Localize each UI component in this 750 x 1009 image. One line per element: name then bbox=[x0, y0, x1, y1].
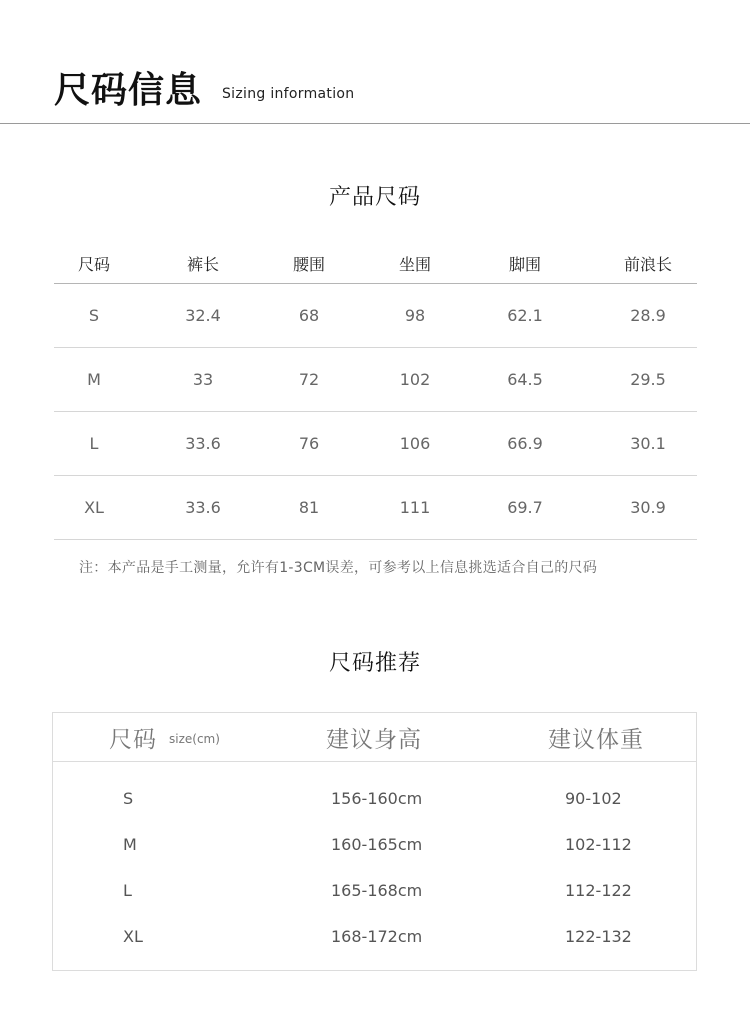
table-cell: 66.9 bbox=[507, 434, 543, 453]
table-cell: 64.5 bbox=[507, 370, 543, 389]
table-cell: XL bbox=[123, 926, 143, 946]
table-cell: 28.9 bbox=[630, 306, 666, 325]
column-header: 裤长 bbox=[186, 254, 219, 274]
column-header: 建议体重 bbox=[548, 726, 644, 753]
table-row bbox=[54, 476, 697, 540]
size-recommendation-table bbox=[52, 712, 697, 971]
product-size-title: 产品尺码 bbox=[328, 185, 421, 210]
column-header: 前浪长 bbox=[623, 254, 672, 274]
table-cell: M bbox=[87, 370, 101, 389]
table-row bbox=[54, 284, 697, 348]
page-subtitle: Sizing information bbox=[222, 86, 355, 102]
column-header: 坐围 bbox=[398, 254, 431, 274]
table-row bbox=[53, 875, 696, 905]
table-cell: 33 bbox=[192, 370, 214, 389]
table-cell: 112-122 bbox=[565, 880, 632, 900]
unit-label: size(cm) bbox=[169, 732, 220, 746]
table-header-row bbox=[54, 243, 697, 284]
table-cell: 33.6 bbox=[185, 498, 221, 517]
table-cell: 32.4 bbox=[185, 306, 221, 325]
table-cell: 111 bbox=[399, 498, 431, 517]
table-row bbox=[53, 921, 696, 951]
column-header-label: 尺码 bbox=[109, 726, 157, 753]
table-cell: 29.5 bbox=[630, 370, 666, 389]
table-row bbox=[54, 412, 697, 476]
table-row bbox=[54, 348, 697, 412]
table-cell: 160-165cm bbox=[331, 834, 423, 854]
table-cell: S bbox=[123, 788, 134, 808]
table-cell: 156-160cm bbox=[331, 788, 423, 808]
table-cell: L bbox=[89, 434, 99, 453]
table-cell: 62.1 bbox=[507, 306, 543, 325]
table-cell: 98 bbox=[404, 306, 426, 325]
table-cell: 33.6 bbox=[185, 434, 221, 453]
column-header: 建议身高 bbox=[326, 726, 422, 753]
table-cell: 68 bbox=[298, 306, 320, 325]
page-title: 尺码信息 bbox=[54, 70, 203, 111]
page-header bbox=[0, 0, 750, 124]
column-header: 腰围 bbox=[292, 254, 325, 274]
column-header: 尺码 bbox=[77, 254, 110, 274]
measurement-note: 注：本产品是手工测量，允许有1-3CM误差，可参考以上信息挑选适合自己的尺码 bbox=[79, 560, 598, 576]
product-size-table bbox=[54, 243, 697, 540]
table-cell: 165-168cm bbox=[331, 880, 423, 900]
size-recommendation-title: 尺码推荐 bbox=[328, 651, 421, 676]
table-cell: S bbox=[88, 306, 100, 325]
table-cell: XL bbox=[84, 498, 104, 517]
column-header: 脚围 bbox=[508, 254, 541, 274]
table-cell: 102 bbox=[399, 370, 431, 389]
table-cell: L bbox=[123, 880, 132, 900]
table-cell: 69.7 bbox=[507, 498, 543, 517]
table-cell: 168-172cm bbox=[331, 926, 423, 946]
table-cell: 102-112 bbox=[565, 834, 632, 854]
table-cell: M bbox=[123, 834, 137, 854]
table-cell: 72 bbox=[298, 370, 320, 389]
table-cell: 90-102 bbox=[565, 788, 622, 808]
table-cell: 76 bbox=[298, 434, 320, 453]
table-cell: 30.9 bbox=[630, 498, 666, 517]
table-cell: 30.1 bbox=[630, 434, 666, 453]
table-header-row bbox=[53, 713, 696, 762]
table-cell: 106 bbox=[399, 434, 431, 453]
column-header bbox=[109, 713, 220, 761]
table-cell: 81 bbox=[298, 498, 320, 517]
table-row bbox=[53, 829, 696, 859]
table-row bbox=[53, 783, 696, 813]
table-cell: 122-132 bbox=[565, 926, 632, 946]
